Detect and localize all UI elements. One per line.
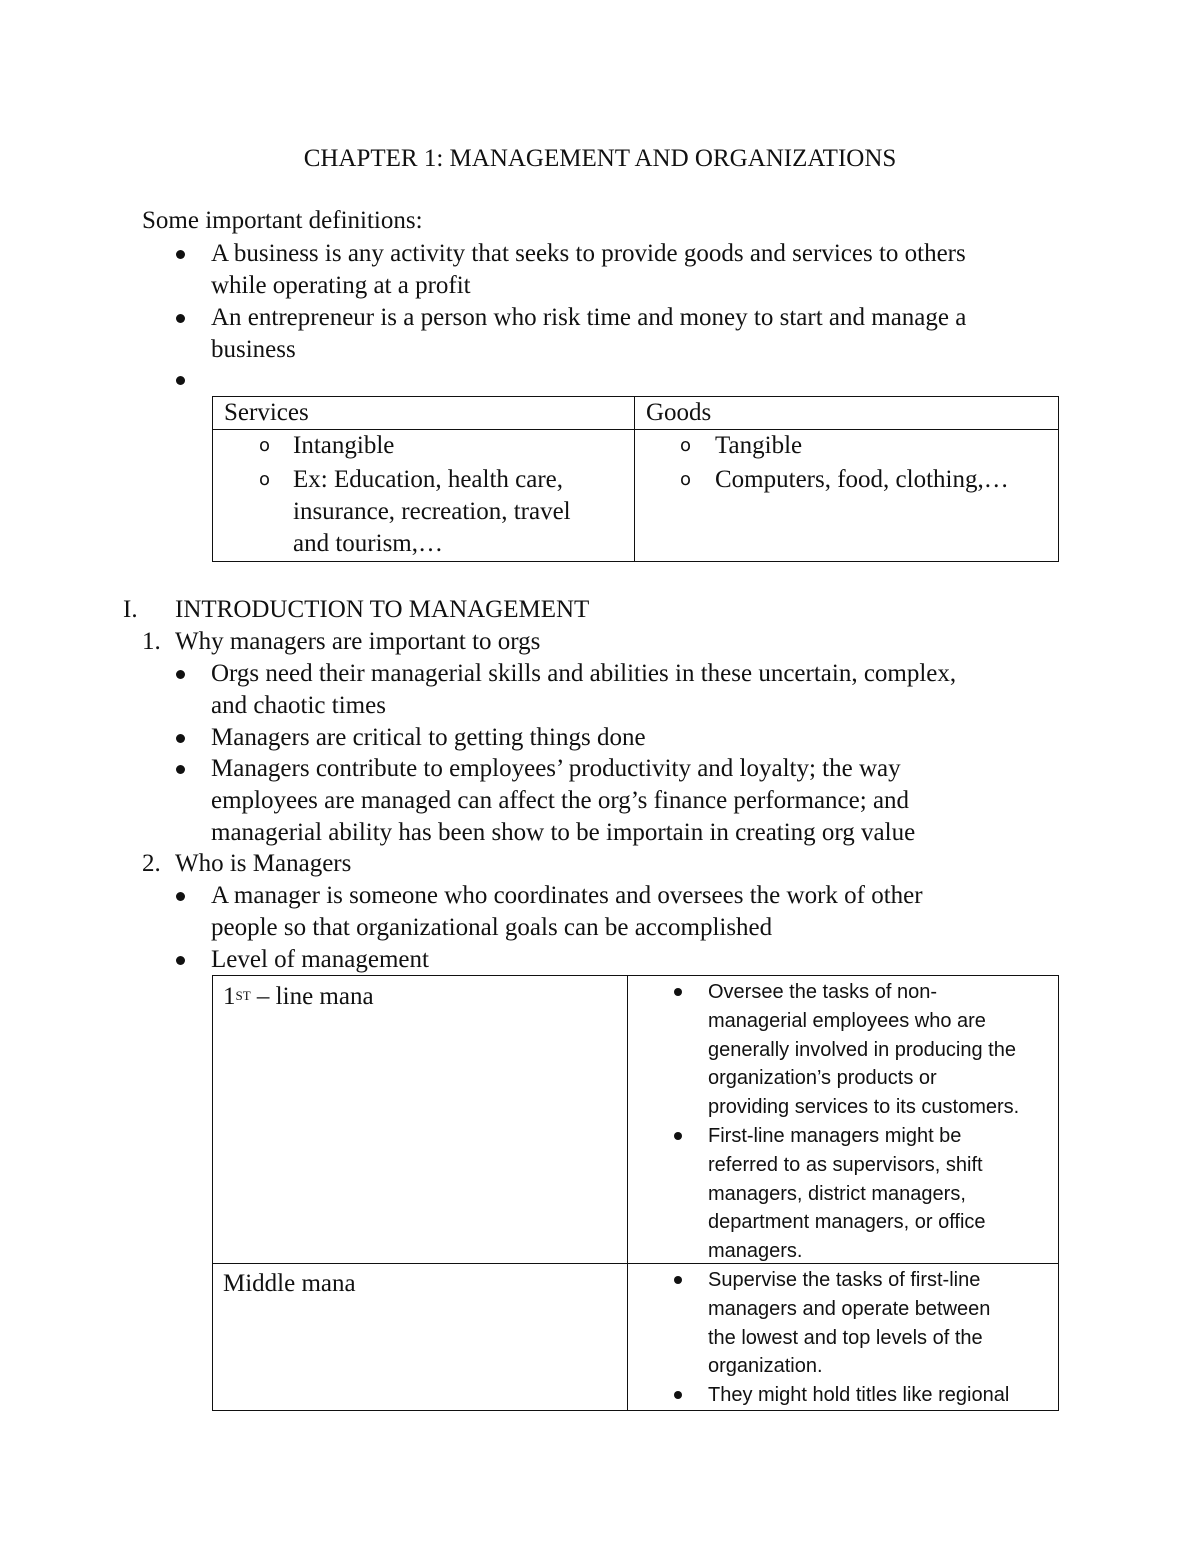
goods-items-cell bbox=[635, 430, 1059, 562]
level-description: Oversee the tasks of non- managerial employees who are generally involved in producing the organization’s products or providing services to its customers. bbox=[708, 981, 1020, 1119]
bullet-icon bbox=[674, 1391, 682, 1399]
bullet-icon bbox=[176, 734, 185, 743]
services-header: Services bbox=[224, 399, 309, 426]
level-description: Supervise the tasks of first-line managers and operate between the lowest and top levels of the organization. bbox=[708, 1269, 991, 1378]
services-items-cell bbox=[213, 430, 635, 562]
definition-entrepreneur: An entrepreneur is a person who risk time and money to start and manage a business bbox=[211, 304, 967, 363]
goods-header: Goods bbox=[646, 399, 712, 426]
bullet-icon bbox=[176, 376, 185, 385]
bullet-icon bbox=[176, 314, 185, 323]
bullet-icon bbox=[176, 250, 185, 259]
bullet-icon bbox=[176, 892, 185, 901]
page-title: CHAPTER 1: MANAGEMENT AND ORGANIZATIONS bbox=[303, 145, 897, 172]
bullet-icon bbox=[674, 1276, 682, 1284]
services-goods-table bbox=[212, 396, 1059, 562]
level-description-cell bbox=[628, 1264, 1059, 1411]
subsection-heading: Why managers are important to orgs bbox=[175, 628, 541, 655]
bullet-icon bbox=[674, 988, 682, 996]
section-heading: INTRODUCTION TO MANAGEMENT bbox=[175, 596, 590, 623]
level-label-middle: Middle mana bbox=[223, 1270, 356, 1297]
list-item: Managers contribute to employees’ productivity and loyalty; the way employees are managed can affect the org’s finance performance; and managerial ability has been show to be importain in creating org value bbox=[211, 755, 916, 846]
circle-bullet-icon: o bbox=[680, 435, 692, 456]
circle-bullet-icon: o bbox=[259, 469, 271, 490]
level-description: They might hold titles like regional bbox=[708, 1384, 1010, 1406]
subsection-number: 2. bbox=[142, 850, 161, 877]
circle-bullet-icon: o bbox=[680, 469, 692, 490]
level-label-cell bbox=[213, 976, 628, 1264]
bullet-icon bbox=[176, 670, 185, 679]
management-levels-table bbox=[212, 975, 1059, 1411]
intro-heading: Some important definitions: bbox=[142, 207, 423, 234]
bullet-icon bbox=[674, 1132, 682, 1140]
section-numeral: I. bbox=[123, 596, 138, 623]
bullet-icon bbox=[176, 956, 185, 965]
circle-bullet-icon: o bbox=[259, 435, 271, 456]
level-description-cell bbox=[628, 976, 1059, 1264]
subsection-heading: Who is Managers bbox=[175, 850, 352, 877]
goods-item: Tangible bbox=[715, 432, 803, 459]
level-label-cell bbox=[213, 1264, 628, 1411]
list-item: A manager is someone who coordinates and oversees the work of other people so that organizational goals can be accomplished bbox=[211, 882, 923, 941]
services-header-cell bbox=[213, 397, 635, 430]
subsection-number: 1. bbox=[142, 628, 161, 655]
level-label-first-line: 1ST – line mana bbox=[223, 983, 374, 1010]
services-item: Ex: Education, health care, insurance, recreation, travel and tourism,… bbox=[293, 466, 571, 557]
list-item: Level of management bbox=[211, 946, 429, 973]
goods-header-cell bbox=[635, 397, 1059, 430]
list-item: Managers are critical to getting things done bbox=[211, 724, 646, 751]
goods-item: Computers, food, clothing,… bbox=[715, 466, 1009, 493]
definition-business: A business is any activity that seeks to provide goods and services to others while operating at a profit bbox=[211, 240, 966, 299]
bullet-icon bbox=[176, 765, 185, 774]
level-description: First-line managers might be referred to as supervisors, shift managers, district managers, department managers, or office managers. bbox=[708, 1125, 986, 1263]
list-item: Orgs need their managerial skills and abilities in these uncertain, complex, and chaotic times bbox=[211, 660, 957, 719]
services-item: Intangible bbox=[293, 432, 395, 459]
